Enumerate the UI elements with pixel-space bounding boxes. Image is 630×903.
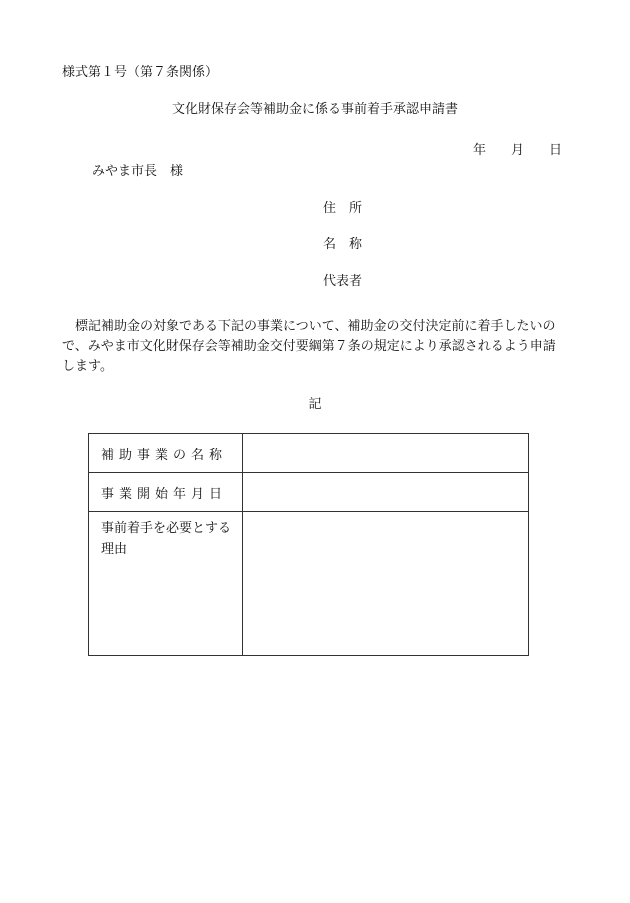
applicant-address-label: 住 所 bbox=[323, 201, 363, 216]
ki-heading: 記 bbox=[308, 397, 322, 412]
addressee: みやま市長 様 bbox=[92, 164, 184, 179]
detail-table bbox=[88, 433, 529, 656]
date-day-label: 日 bbox=[549, 143, 563, 158]
row-value-start-date[interactable] bbox=[243, 473, 529, 512]
table-row bbox=[89, 434, 529, 473]
row-label-project-name: 補助事業の名称 bbox=[89, 434, 243, 473]
date-month-label: 月 bbox=[511, 143, 525, 158]
form-number: 様式第１号（第７条関係） bbox=[62, 65, 219, 80]
date-year-label: 年 bbox=[473, 143, 487, 158]
document-title: 文化財保存会等補助金に係る事前着手承認申請書 bbox=[171, 102, 458, 117]
applicant-representative-label: 代表者 bbox=[323, 274, 363, 289]
row-label-reason: 事前着手を必要とする理由 bbox=[89, 512, 243, 656]
date-line bbox=[473, 144, 562, 157]
row-value-project-name[interactable] bbox=[243, 434, 529, 473]
row-value-reason[interactable] bbox=[243, 512, 529, 656]
row-label-start-date: 事業開始年月日 bbox=[89, 473, 243, 512]
body-paragraph: 標記補助金の対象である下記の事業について、補助金の交付決定前に着手したいので、みやま市文化財保存会等補助金交付要綱第７条の規定により承認されるよう申請します。 bbox=[62, 319, 556, 374]
applicant-name-label: 名 称 bbox=[323, 237, 363, 252]
table-row bbox=[89, 473, 529, 512]
table-row bbox=[89, 512, 529, 656]
